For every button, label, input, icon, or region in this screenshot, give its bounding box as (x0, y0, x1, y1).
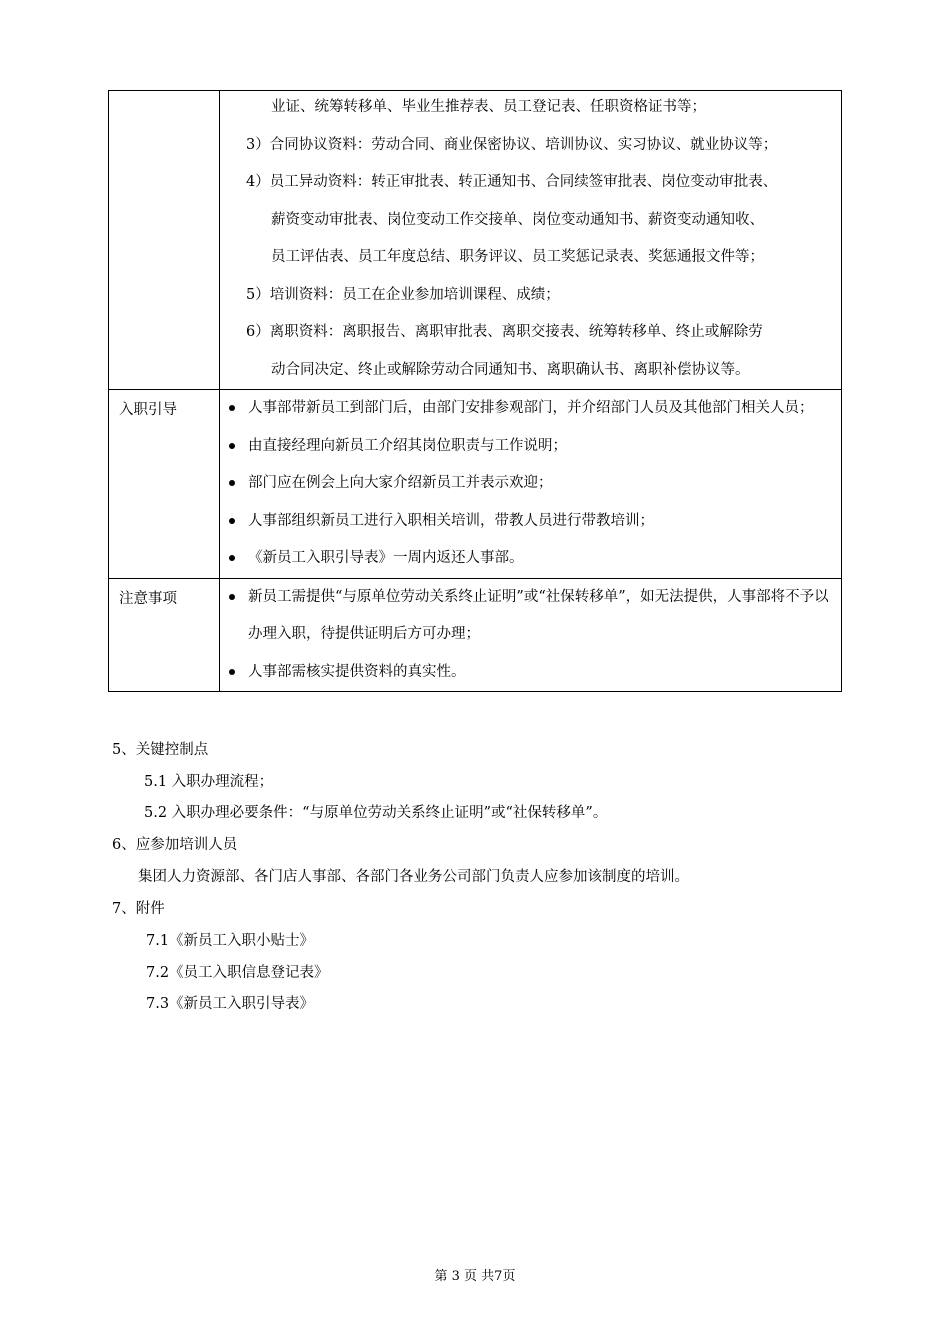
content-line: 4）员工异动资料：转正审批表、转正通知书、合同续签审批表、岗位变动审批表、 (246, 174, 778, 190)
onboarding-guide-content-cell (220, 390, 842, 579)
row-label-notes: 注意事项 (119, 590, 177, 607)
table-row (109, 390, 842, 579)
row-label-onboarding-guide: 入职引导 (119, 402, 177, 418)
bullet-dot-icon (229, 555, 235, 561)
bullet-item (220, 390, 841, 428)
section-5-2: 5.2 入职办理必要条件：“与原单位劳动关系终止证明”或“社保转移单”。 (144, 805, 608, 821)
attachment-7-3: 7.3《新员工入职引导表》 (146, 996, 315, 1012)
attachment-7-2: 7.2《员工入职信息登记表》 (146, 965, 329, 981)
row-label-cell (109, 578, 220, 692)
content-line: 5）培训资料：员工在企业参加培训课程、成绩； (246, 286, 560, 303)
bullet-item (220, 428, 841, 466)
bullet-text: 《新员工入职引导表》一周内返还人事部。 (248, 550, 524, 566)
content-line: 薪资变动审批表、岗位变动工作交接单、岗位变动通知书、薪资变动通知收、 (271, 211, 764, 228)
bullet-dot-icon (229, 480, 235, 486)
section-6-title: 6、应参加培训人员 (112, 837, 238, 853)
page-footer: 第 3 页 共7页 (434, 1269, 516, 1284)
bullet-dot-icon (229, 669, 235, 675)
bullet-dot-icon (229, 443, 235, 449)
row-label-cell (109, 390, 220, 579)
content-line: 3）合同协议资料：劳动合同、商业保密协议、培训协议、实习协议、就业协议等； (246, 136, 778, 153)
table-row (109, 578, 842, 692)
content-line: 6）离职资料：离职报告、离职审批表、离职交接表、统筹转移单、终止或解除劳 (246, 324, 763, 340)
bullet-list (220, 579, 841, 692)
attachment-7-1: 7.1《新员工入职小贴士》 (146, 933, 315, 949)
section-7-title: 7、附件 (112, 901, 165, 917)
bullet-text: 由直接经理向新员工介绍其岗位职责与工作说明； (248, 437, 567, 454)
bullet-text: 人事部需核实提供资料的真实性。 (248, 663, 466, 680)
table-row (109, 91, 842, 390)
bullet-text: 新员工需提供“与原单位劳动关系终止证明”或“社保转移单”，如无法提供，人事部将不予以办理入职，待提供证明后方可办理； (248, 588, 829, 642)
bullet-item (220, 503, 841, 541)
bullet-text: 人事部带新员工到部门后，由部门安排参观部门，并介绍部门人员及其他部门相关人员； (248, 400, 814, 416)
bullet-item (220, 540, 841, 578)
procedure-table (108, 90, 842, 692)
personnel-file-content-cell (220, 91, 842, 390)
content-line: 员工评估表、员工年度总结、职务评议、员工奖惩记录表、奖惩通报文件等； (271, 249, 764, 265)
bullet-item (220, 654, 841, 692)
content-line: 业证、统筹转移单、毕业生推荐表、员工登记表、任职资格证书等； (271, 99, 706, 115)
section-5-1: 5.1 入职办理流程； (144, 774, 274, 790)
section-6-text: 集团人力资源部、各门店人事部、各部门各业务公司部门负责人应参加该制度的培训。 (138, 869, 689, 885)
bullet-text: 人事部组织新员工进行入职相关培训，带教人员进行带教培训； (248, 512, 654, 529)
bullet-text: 部门应在例会上向大家介绍新员工并表示欢迎； (248, 475, 553, 491)
bullet-item (220, 579, 841, 654)
bullet-list (220, 390, 841, 578)
notes-content-cell (220, 578, 842, 692)
section-5-title: 5、关键控制点 (112, 742, 209, 758)
row-label-cell-empty (109, 91, 220, 390)
bullet-item (220, 465, 841, 503)
bullet-dot-icon (229, 594, 235, 600)
bullet-dot-icon (229, 518, 235, 524)
bullet-dot-icon (229, 405, 235, 411)
content-line: 动合同决定、终止或解除劳动合同通知书、离职确认书、离职补偿协议等。 (271, 361, 750, 378)
